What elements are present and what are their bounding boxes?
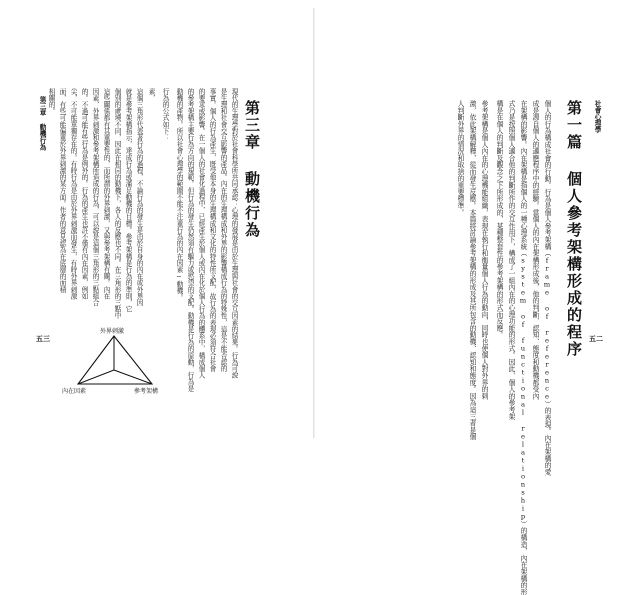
body-column-2: 成是源自個人的適應程序中的經驗。當個人的內在架構形成後，他的判斷、認知、態度和動機都受內	[531, 100, 539, 400]
body-column-8: 素，	[147, 88, 155, 102]
chapter-title: 第三章 動機行為	[243, 100, 261, 239]
body-column-4: 的要求或影響。在一個人的社會化過程中，已經產生於個人或內在化於個人行為的體系中，構成個人	[197, 88, 205, 379]
body-column-5: 構是在個人的判斷及觀念之下所形成的，某種整套性的參考架構的形式而反應。	[495, 100, 503, 338]
body-column-8: 人判斷外界的情況和取捨的重要標準。	[456, 100, 464, 216]
body-column-9: 這個三角形代表著行為的過程，不論行為的發生是由於自身的內在或外界因	[135, 88, 143, 306]
body-column-10: 就是參考架構指示，達成行為或滿足動機的目標。參考架構是行為的準則，它	[124, 88, 132, 313]
diagram-label-right: 參考架構	[134, 388, 159, 395]
body-column-3: 事實。個人的行為產生，既受他本身的生理構成和文化的特性所支配，故行為的表現必須符合社會	[208, 88, 216, 372]
body-column-12: 這些關係都有其重要性的，而所謂的外界刺激，又與參考架構有關。內在	[102, 88, 110, 300]
motivation-triangle-diagram	[56, 326, 166, 396]
body-column-16: 面，有些可能偏重於外界刺激的某方面。作者的意見認為在底層的面積	[58, 88, 66, 293]
body-column-2: 是生理和社會交互影響的產品。內在的生理構成和外界的影響構成行為的特殊性，這是不能否認的	[219, 88, 227, 372]
body-column-7: 激，依此架構解釋，從而發生反應。本篇將討論參考架構的形成及其所包含的動機、認知和態度。因為這三者是個	[468, 100, 476, 440]
body-column-6: 動機的產物。所以社會心理學的範圍不能不注重行為的內在因素─動機。	[175, 88, 183, 301]
section-title: 第一篇 個人參考架構形成的程序	[565, 100, 583, 358]
running-head: 社會心理學	[593, 100, 601, 133]
body-column-5: 的參考架構主要行為方向的規範。但行為的發生仍然須有驅力或慾望的支配。動機是行為的原動，行為是	[186, 88, 194, 392]
body-column-17: 相關的。	[47, 88, 55, 115]
triangle-outline	[78, 336, 152, 384]
body-column-14: 的。不過可能有些行為是例外的。行為的產生也許不僅有內在因素，例如	[80, 88, 88, 300]
body-column-1: 現代的生理學對於社會科學所共同承認：心理的發展是由於生理與社會的交互因素的結果。行為可說	[230, 88, 238, 379]
left-page	[0, 0, 313, 441]
diagram-label-left: 內在因素	[62, 388, 87, 395]
diagram-label-top: 外界刺激	[100, 328, 125, 335]
page-number-left: 五三	[36, 335, 50, 343]
page-number-right: 五二	[589, 335, 603, 343]
body-column-1: 個人的行為構成社會的行動。行為是個人參考架構（frame of reference）的表現。內在架構的愛	[543, 100, 551, 476]
running-foot: 第三章 動機行為	[38, 96, 46, 151]
body-column-11: 個別的處境不同，因此在相同的動機下，各人的反應也不同。在三角形的三點中	[113, 88, 121, 319]
right-page	[316, 0, 630, 595]
body-column-15: 尖，不可能單獨存在的。有時行為是由於外界刺激而發生，有時外界刺激	[69, 88, 77, 300]
body-column-3: 在架構的影響。內在架構是指個人的一種心理系統（system of functional relationship）的構造，內在架構的形	[519, 100, 527, 595]
book-gutter	[313, 8, 315, 438]
body-column-13: 因素、外界刺激和參考架構所造成的行為，可以說是這個三角形的三點組合	[91, 88, 99, 306]
body-column-7: 行為的公式如下：	[161, 88, 169, 141]
body-column-4: 式乃是按照個人適合他的判斷所作的交互作用下，構成了一組內在的心理功能的形式。因此，個人的參考架	[507, 100, 515, 420]
body-column-6: 參考架構是個人內在的心理機能組織，表現在執行和衡量個人行為的動向，同時也使個人對外界的刺	[480, 100, 488, 400]
